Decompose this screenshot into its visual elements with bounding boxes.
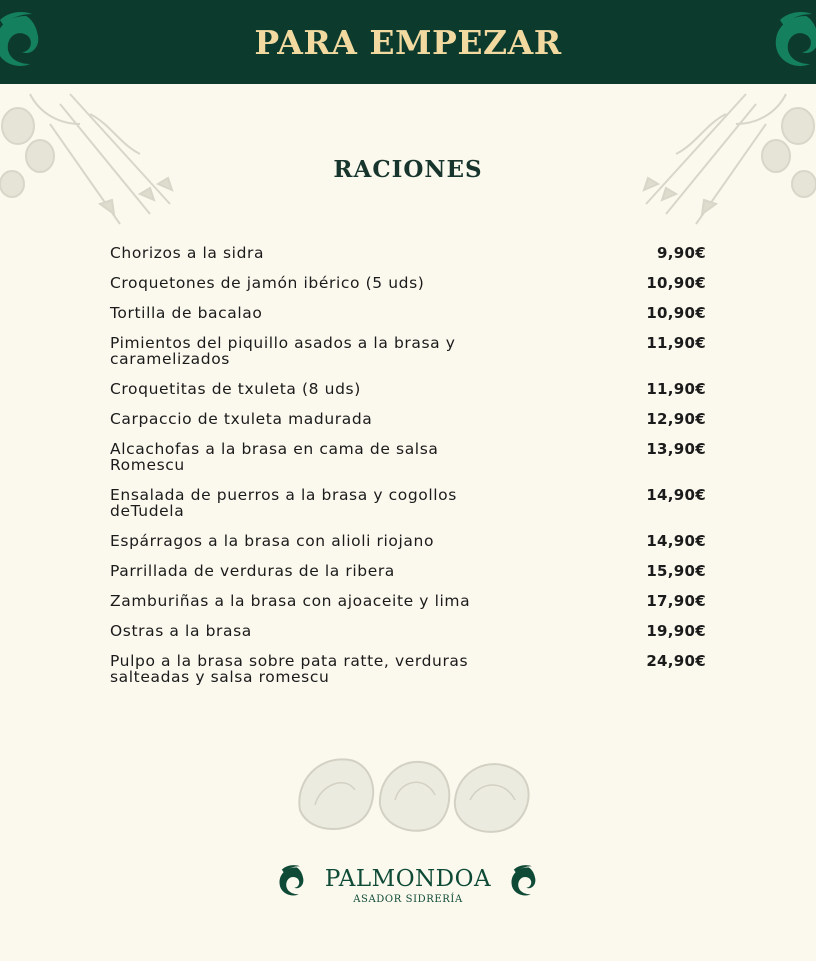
menu-item: [110, 487, 706, 519]
brand-footer: [272, 862, 544, 912]
section-title: RACIONES: [333, 156, 483, 183]
menu-item-price: 11,90€: [646, 334, 706, 352]
menu-item-price: 10,90€: [646, 304, 706, 322]
menu-item-name: Chorizos a la sidra: [110, 244, 265, 262]
brand-tagline: ASADOR SIDRERÍA: [353, 894, 463, 905]
oysters-illustration-icon: [290, 750, 540, 840]
menu-item-price: 14,90€: [646, 486, 706, 504]
brand-logo-icon: [0, 10, 50, 74]
menu-item: [110, 335, 706, 367]
menu-item-price: 12,90€: [646, 410, 706, 428]
menu-item-price: 11,90€: [646, 380, 706, 398]
menu-item-name: Zamburiñas a la brasa con ajoaceite y lima: [110, 592, 471, 610]
menu-list: [110, 245, 706, 699]
menu-item-price: 10,90€: [646, 274, 706, 292]
menu-item-name: Parrillada de verduras de la ribera: [110, 562, 395, 580]
menu-item: [110, 441, 706, 473]
menu-item-name: Ensalada de puerros a la brasa y cogollos deTudela: [110, 486, 457, 520]
menu-item-price: 13,90€: [646, 440, 706, 458]
menu-item: [110, 305, 706, 321]
menu-item: [110, 563, 706, 579]
menu-item-name: Espárragos a la brasa con alioli riojano: [110, 532, 435, 550]
menu-item: [110, 593, 706, 609]
menu-item: [110, 381, 706, 397]
menu-item-price: 17,90€: [646, 592, 706, 610]
menu-item-name: Croquetones de jamón ibérico (5 uds): [110, 274, 425, 292]
menu-item-price: 14,90€: [646, 532, 706, 550]
menu-item: [110, 245, 706, 261]
menu-item-price: 19,90€: [646, 622, 706, 640]
menu-item-name: Pimientos del piquillo asados a la brasa y caramelizados: [110, 334, 456, 368]
brand-logo-icon: [274, 864, 310, 900]
brand-logo-icon: [506, 864, 542, 900]
menu-item-name: Alcachofas a la brasa en cama de salsa Romescu: [110, 440, 439, 474]
page-header: [0, 0, 816, 84]
menu-item-name: Pulpo a la brasa sobre pata ratte, verduras salteadas y salsa romescu: [110, 652, 469, 686]
brand-name: PALMONDOA: [324, 866, 492, 892]
menu-item-name: Tortilla de bacalao: [110, 304, 263, 322]
menu-item: [110, 275, 706, 291]
page-title: PARA EMPEZAR: [254, 22, 562, 62]
menu-item-name: Croquetitas de txuleta (8 uds): [110, 380, 361, 398]
brand-logo-icon: [766, 10, 816, 74]
menu-item: [110, 533, 706, 549]
menu-item-price: 24,90€: [646, 652, 706, 670]
menu-item-name: Ostras a la brasa: [110, 622, 252, 640]
menu-item: [110, 623, 706, 639]
menu-item: [110, 411, 706, 427]
menu-item-price: 9,90€: [657, 244, 706, 262]
menu-item-name: Carpaccio de txuleta madurada: [110, 410, 373, 428]
menu-item: [110, 653, 706, 685]
menu-item-price: 15,90€: [646, 562, 706, 580]
